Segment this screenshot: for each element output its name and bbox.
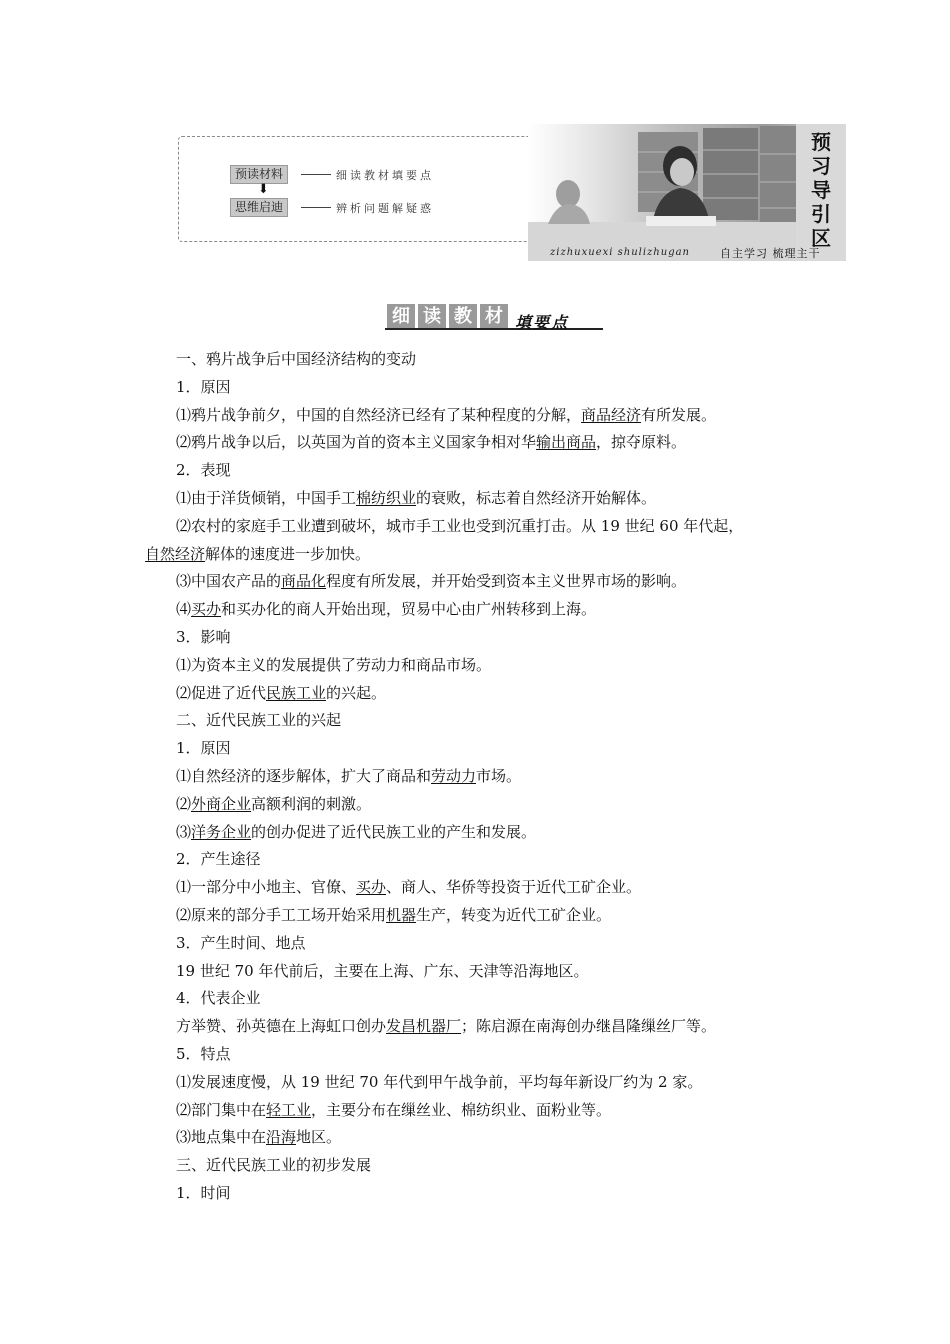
fill-in-answer: 自然经济 — [145, 544, 206, 563]
preview-material-label: 预读材料 — [230, 165, 288, 184]
document-body — [145, 346, 810, 1208]
text-line — [145, 707, 810, 735]
text-run: ⑴发展速度慢，从 19 世纪 70 年代到甲午战争前，平均每年新设厂约为 2 家。 — [176, 1072, 703, 1091]
text-run: ；陈启源在南海创办继昌隆缫丝厂等。 — [461, 1017, 717, 1036]
preview-banner — [178, 124, 848, 261]
text-line — [145, 1124, 810, 1152]
text-line — [145, 485, 810, 513]
text-line — [145, 735, 810, 763]
guide-note: 细读教材填要点 — [336, 169, 434, 182]
text-run: 方举赞、孙英德在上海虹口创办 — [176, 1017, 387, 1036]
text-run: ⑶中国农产品的 — [176, 572, 282, 591]
text-run: 一、鸦片战争后中国经济结构的变动 — [176, 350, 417, 368]
text-line — [145, 624, 810, 652]
text-run: ⑶ — [176, 822, 192, 841]
text-run: 1．时间 — [176, 1183, 231, 1202]
fill-in-answer: 外商企业 — [191, 794, 252, 813]
text-line — [145, 846, 810, 874]
text-line — [145, 874, 810, 902]
text-run: 和买办化的商人开始出现，贸易中心由广州转移到上海。 — [221, 600, 597, 619]
text-line — [145, 596, 810, 624]
text-line — [145, 902, 810, 930]
heading-char: 读 — [418, 304, 446, 330]
text-run: ⑵鸦片战争以后，以英国为首的资本主义国家争相对华 — [176, 433, 537, 452]
heading-char: 材 — [480, 304, 508, 330]
text-run: 3．产生时间、地点 — [176, 933, 306, 952]
fill-in-answer: 民族工业 — [266, 683, 327, 702]
banner-pinyin: zizhuxuexi shulizhugan — [550, 247, 690, 258]
text-line — [145, 1180, 810, 1208]
text-line — [145, 680, 810, 708]
text-run: 1．原因 — [176, 739, 231, 758]
fill-in-answer: 发昌机器厂 — [386, 1017, 462, 1036]
text-run: 三、近代民族工业的初步发展 — [176, 1156, 372, 1175]
text-line — [145, 457, 810, 485]
text-run: ⑵部门集中在 — [176, 1100, 267, 1119]
text-line — [145, 1069, 810, 1097]
fill-in-answer: 买办 — [191, 600, 222, 619]
text-line — [145, 513, 810, 541]
text-run: 地区。 — [296, 1128, 342, 1147]
text-line — [145, 402, 810, 430]
text-run: 生产，转变为近代工矿企业。 — [416, 905, 612, 924]
text-line — [145, 1152, 810, 1180]
fill-in-answer: 劳动力 — [431, 766, 477, 785]
text-run: 1．原因 — [176, 377, 231, 396]
fill-in-answer: 棉纺织业 — [356, 488, 417, 507]
text-run: ⑶地点集中在 — [176, 1128, 267, 1147]
text-run: ⑷ — [176, 600, 192, 619]
fill-in-answer: 沿海 — [266, 1128, 297, 1147]
text-run: 4．代表企业 — [176, 989, 261, 1008]
connector-line — [301, 174, 331, 175]
side-title-char: 预 — [811, 130, 831, 154]
text-line — [145, 1041, 810, 1069]
fill-in-answer: 买办 — [356, 878, 387, 897]
text-run: 、商人、华侨等投资于近代工矿企业。 — [386, 878, 642, 897]
text-run: 解体的速度进一步加快。 — [205, 544, 371, 563]
text-run: 3．影响 — [176, 627, 231, 646]
text-line — [145, 346, 810, 374]
text-run: ⑴由于洋货倾销，中国手工 — [176, 488, 357, 507]
text-run: ⑵促进了近代 — [176, 683, 267, 702]
text-line — [145, 985, 810, 1013]
text-line — [145, 568, 810, 596]
side-title-char: 导 — [811, 178, 831, 202]
text-run: 高额利润的刺激。 — [251, 794, 372, 813]
heading-char: 细 — [387, 304, 415, 330]
text-line — [145, 429, 810, 457]
text-run: 的衰败，标志着自然经济开始解体。 — [416, 488, 657, 507]
fill-in-answer: 轻工业 — [266, 1100, 312, 1119]
text-run: 2．表现 — [176, 461, 231, 480]
text-run: ⑴自然经济的逐步解体，扩大了商品和 — [176, 766, 432, 785]
text-run: ⑵农村的家庭手工业遭到破坏，城市手工业也受到沉重打击。从 19 世纪 60 年代起， — [176, 516, 744, 535]
text-run: ，主要分布在缫丝业、棉纺织业、面粉业等。 — [311, 1100, 612, 1119]
fill-in-answer: 洋务企业 — [191, 822, 252, 841]
section-heading — [385, 300, 605, 340]
text-run: 二、近代民族工业的兴起 — [176, 711, 342, 730]
text-run: 2．产生途径 — [176, 850, 261, 869]
text-line — [145, 958, 810, 986]
text-line — [145, 763, 810, 791]
text-run: 有所发展。 — [641, 405, 717, 424]
text-line — [145, 930, 810, 958]
connector-line — [301, 207, 331, 208]
fill-in-answer: 商品化 — [281, 572, 327, 591]
text-line — [145, 791, 810, 819]
text-run: 市场。 — [476, 766, 522, 785]
guide-note: 辨析问题解疑惑 — [336, 202, 434, 215]
text-line — [145, 1013, 810, 1041]
heading-underline — [385, 328, 603, 330]
heading-subtitle: 填要点 — [515, 313, 570, 332]
fill-in-answer: 机器 — [386, 905, 417, 924]
text-run: ⑴一部分中小地主、官僚、 — [176, 878, 357, 897]
fill-in-answer: 输出商品 — [536, 433, 597, 452]
text-run: 5．特点 — [176, 1044, 231, 1063]
side-title-char: 区 — [811, 226, 831, 250]
text-run: 19 世纪 70 年代前后，主要在上海、广东、天津等沿海地区。 — [176, 961, 589, 980]
text-run: ⑴为资本主义的发展提供了劳动力和商品市场。 — [176, 655, 492, 674]
text-run: 的创办促进了近代民族工业的产生和发展。 — [251, 822, 537, 841]
side-title-char: 习 — [811, 154, 831, 178]
text-line — [145, 652, 810, 680]
text-run: ⑴鸦片战争前夕，中国的自然经济已经有了某种程度的分解， — [176, 405, 582, 424]
side-title-char: 引 — [811, 202, 831, 226]
text-run: ⑵ — [176, 794, 192, 813]
heading-char: 教 — [449, 304, 477, 330]
fill-in-answer: 商品经济 — [581, 405, 642, 424]
thinking-label: 思维启迪 — [230, 198, 288, 217]
text-run: 的兴起。 — [326, 683, 387, 702]
text-line — [145, 541, 810, 569]
text-line — [145, 819, 810, 847]
text-line — [145, 374, 810, 402]
text-run: ⑵原来的部分手工工场开始采用 — [176, 905, 387, 924]
text-run: 程度有所发展，并开始受到资本主义世界市场的影响。 — [326, 572, 687, 591]
banner-side-title — [800, 130, 842, 250]
text-line — [145, 1097, 810, 1125]
text-run: ，掠夺原料。 — [596, 433, 687, 452]
banner-caption: 自主学习 梳理主干 — [720, 247, 821, 260]
down-arrow-icon: ⬇ — [258, 182, 269, 197]
